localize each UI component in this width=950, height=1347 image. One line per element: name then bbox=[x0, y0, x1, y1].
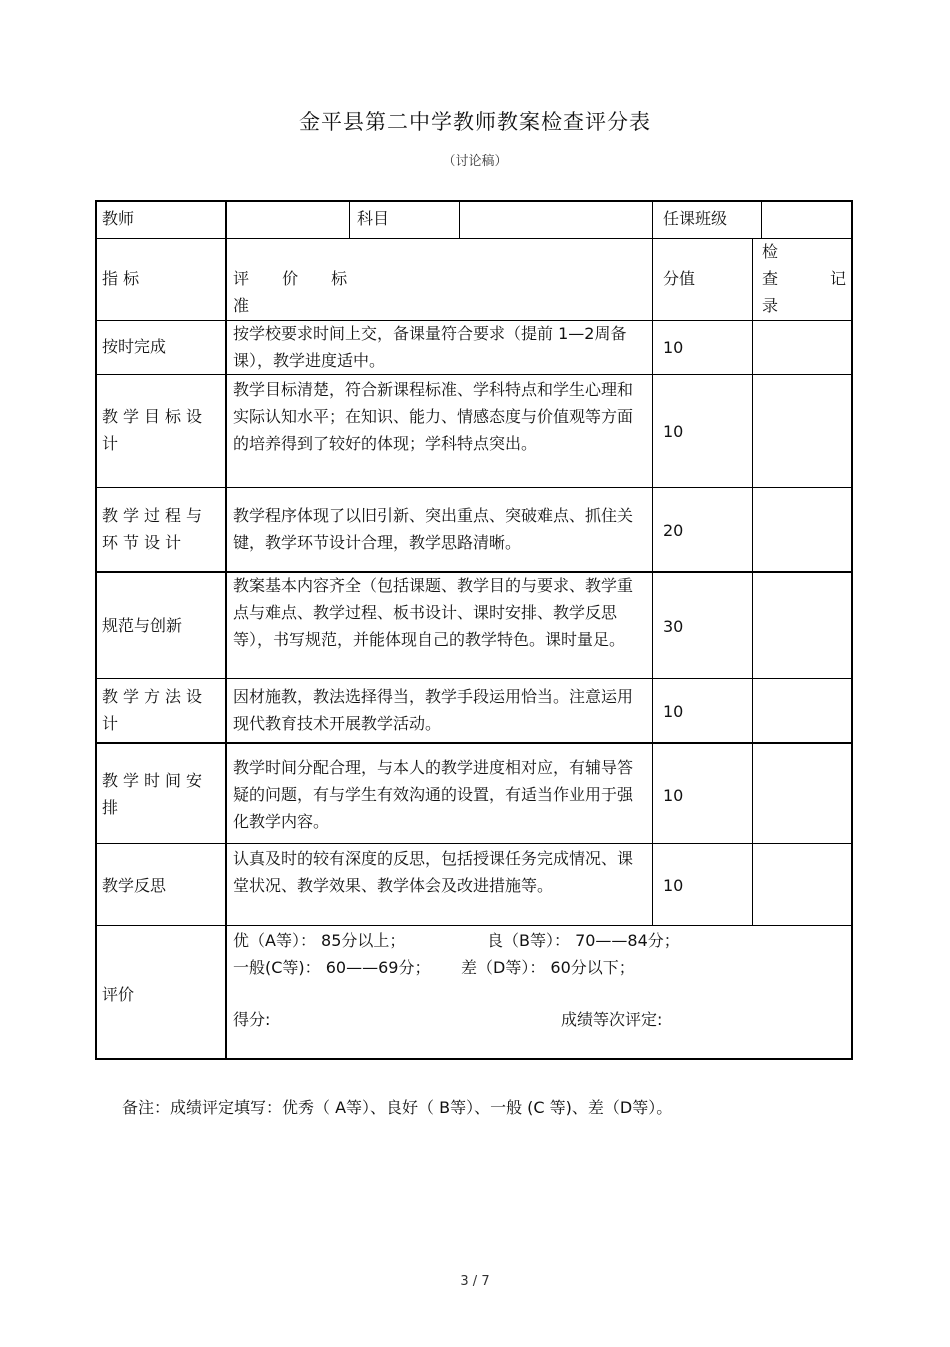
row-indicator: 教学反思 bbox=[102, 876, 167, 895]
row-score: 10 bbox=[663, 876, 684, 895]
row-indicator: 教学过程与环节设计 bbox=[102, 506, 208, 552]
grade-d: 差（D等）： 60分以下； bbox=[461, 958, 635, 977]
row-indicator: 教学目标设计 bbox=[102, 407, 208, 453]
record-header: 检 查 记 录 bbox=[762, 242, 846, 315]
page-number: 3 / 7 bbox=[460, 1274, 490, 1289]
row-criteria: 教学程序体现了以旧引新、突出重点、突破难点、抓住关键，教学环节设计合理，教学思路清晰。 bbox=[233, 506, 634, 552]
grade-a: 优（A等）： 85分以上； bbox=[233, 931, 406, 950]
grade-c: 一般(C等)： 60——69分； bbox=[233, 958, 431, 977]
grade-b: 良（B等）： 70——84分； bbox=[487, 931, 680, 950]
row-score: 10 bbox=[663, 702, 684, 721]
row-score: 10 bbox=[663, 338, 684, 357]
footnote: 备注：成绩评定填写：优秀（ A等）、良好（ B等）、一般 (C 等)、差（D等）。 bbox=[122, 1098, 673, 1117]
score-label: 得分: bbox=[233, 1010, 271, 1029]
class-label: 任课班级 bbox=[663, 209, 728, 228]
evaluation-label: 评价 bbox=[102, 985, 135, 1004]
level-label: 成绩等次评定: bbox=[561, 1010, 663, 1029]
row-indicator: 规范与创新 bbox=[102, 616, 183, 635]
row-criteria: 教案基本内容齐全（包括课题、教学目的与要求、教学重点与难点、教学过程、板书设计、课时安排、教学反思等），书写规范，并能体现自己的教学特色。课时量足。 bbox=[233, 576, 634, 649]
evaluation-table bbox=[95, 200, 853, 1060]
row-indicator: 按时完成 bbox=[102, 337, 167, 356]
row-criteria: 教学目标清楚，符合新课程标准、学科特点和学生心理和实际认知水平；在知识、能力、情感态度与价值观等方面的培养得到了较好的体现；学科特点突出。 bbox=[233, 380, 634, 453]
row-score: 10 bbox=[663, 786, 684, 805]
row-indicator: 教学方法设计 bbox=[102, 687, 208, 733]
row-criteria: 教学时间分配合理，与本人的教学进度相对应，有辅导答疑的问题，有与学生有效沟通的设置，有适当作业用于强化教学内容。 bbox=[233, 758, 634, 831]
row-criteria: 因材施教，教法选择得当，教学手段运用恰当。注意运用现代教育技术开展教学活动。 bbox=[233, 687, 634, 733]
subject-label: 科目 bbox=[357, 209, 390, 228]
score-header: 分值 bbox=[663, 269, 696, 288]
row-score: 10 bbox=[663, 422, 684, 441]
indicator-header: 指 标 bbox=[102, 269, 140, 288]
row-criteria: 按学校要求时间上交，备课量符合要求（提前 1—2周备课），教学进度适中。 bbox=[233, 324, 627, 370]
row-criteria: 认真及时的较有深度的反思，包括授课任务完成情况、课堂状况、教学效果、教学体会及改进措施等。 bbox=[233, 849, 634, 895]
page-subtitle: （讨论稿） bbox=[442, 154, 508, 169]
page-title: 金平县第二中学教师教案检查评分表 bbox=[299, 110, 651, 134]
teacher-label: 教师 bbox=[102, 209, 135, 228]
criteria-header: 评 价 标 准 bbox=[233, 269, 362, 315]
row-score: 30 bbox=[663, 617, 684, 636]
row-indicator: 教学时间安排 bbox=[102, 771, 208, 817]
row-score: 20 bbox=[663, 521, 684, 540]
